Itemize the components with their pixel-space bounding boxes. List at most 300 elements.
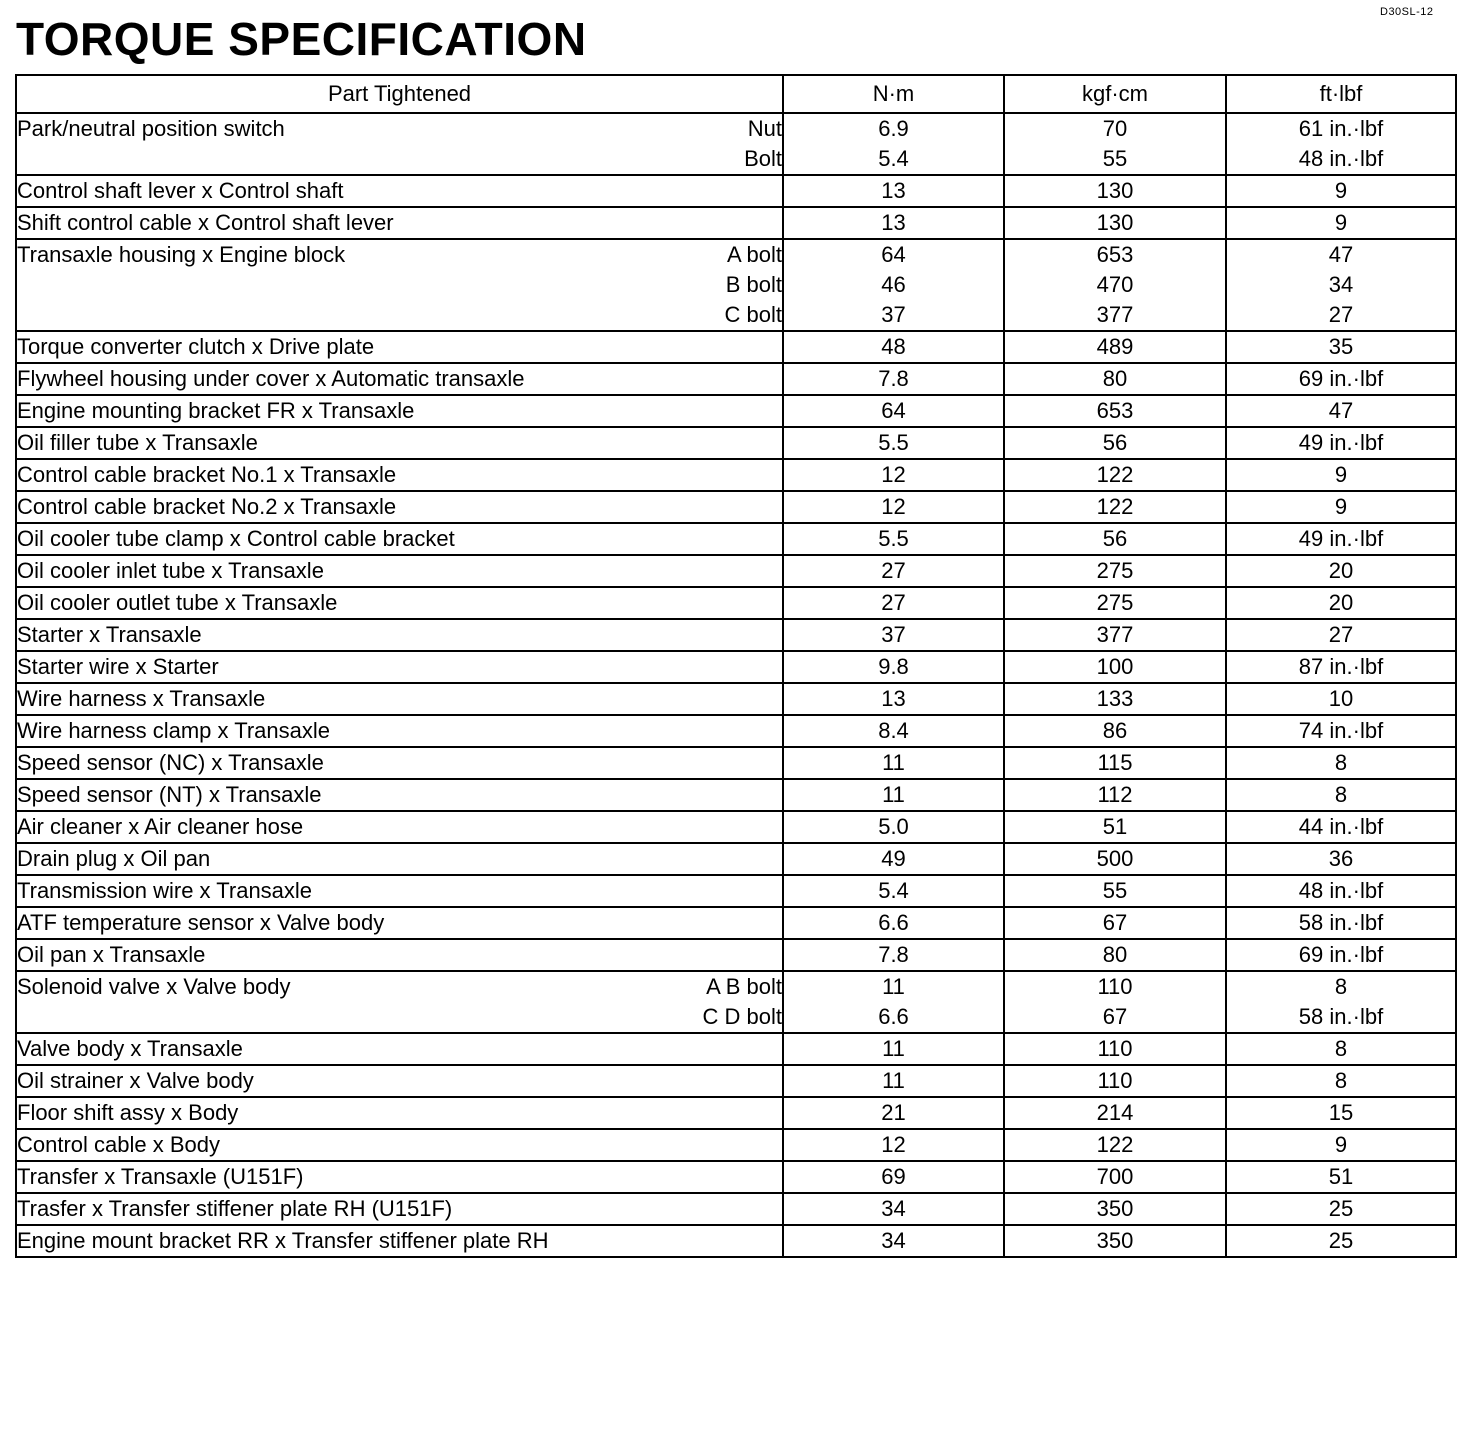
part-name: Starter x Transaxle (17, 622, 202, 647)
nm-value: 49 (881, 846, 906, 871)
nm-cell (783, 811, 1004, 843)
ftlbf-value: 20 (1328, 558, 1354, 583)
ftlbf-value: 69 in.·lbf (1298, 366, 1384, 391)
page-title: TORQUE SPECIFICATION (16, 13, 587, 65)
part-cell (16, 939, 783, 971)
kgfcm-value: 377 (1096, 302, 1134, 327)
nm-cell (783, 523, 1004, 555)
ftlbf-cell (1226, 491, 1456, 523)
kgfcm-cell (1004, 683, 1226, 715)
ftlbf-value: 9 (1334, 210, 1348, 235)
kgfcm-cell (1004, 619, 1226, 651)
part-name: Valve body x Transaxle (17, 1036, 243, 1061)
ftlbf-value: 49 in.·lbf (1298, 430, 1384, 455)
nm-cell (783, 427, 1004, 459)
ftlbf-value: 8 (1334, 974, 1348, 999)
kgfcm-value: 470 (1096, 272, 1134, 297)
ftlbf-value: 8 (1334, 1068, 1348, 1093)
table-row (16, 715, 1456, 747)
nm-value: 13 (881, 178, 906, 203)
ftlbf-cell (1226, 651, 1456, 683)
kgfcm-value: 489 (1096, 334, 1134, 359)
ftlbf-value: 74 in.·lbf (1298, 718, 1384, 743)
kgfcm-value: 80 (1102, 366, 1128, 391)
ftlbf-cell (1226, 683, 1456, 715)
ftlbf-value: 36 (1328, 846, 1354, 871)
fastener-list (703, 972, 782, 1032)
table-row (16, 587, 1456, 619)
nm-value: 12 (881, 494, 906, 519)
ftlbf-value: 15 (1328, 1100, 1354, 1125)
nm-value: 11 (882, 750, 905, 775)
table-row (16, 1225, 1456, 1257)
nm-value: 46 (881, 272, 906, 297)
nm-cell (783, 587, 1004, 619)
kgfcm-cell (1004, 939, 1226, 971)
kgfcm-cell (1004, 363, 1226, 395)
nm-cell (783, 175, 1004, 207)
nm-cell (783, 459, 1004, 491)
part-name: ATF temperature sensor x Valve body (17, 910, 385, 935)
kgfcm-value: 55 (1102, 146, 1128, 171)
nm-value: 13 (881, 210, 906, 235)
ftlbf-cell (1226, 907, 1456, 939)
part-name: Control shaft lever x Control shaft (17, 178, 344, 203)
ftlbf-cell (1226, 113, 1456, 175)
part-name: Oil cooler inlet tube x Transaxle (17, 558, 324, 583)
kgfcm-value: 275 (1096, 590, 1134, 615)
kgfcm-cell (1004, 971, 1226, 1033)
ftlbf-cell (1226, 619, 1456, 651)
table-row (16, 427, 1456, 459)
nm-cell (783, 395, 1004, 427)
nm-cell (783, 651, 1004, 683)
table-row (16, 971, 1456, 1033)
part-cell (16, 907, 783, 939)
table-row (16, 747, 1456, 779)
nm-value: 5.5 (878, 430, 909, 455)
kgfcm-cell (1004, 1097, 1226, 1129)
table-row (16, 1033, 1456, 1065)
part-cell (16, 207, 783, 239)
ftlbf-cell (1226, 331, 1456, 363)
table-body (16, 113, 1456, 1257)
part-name: Park/neutral position switch (17, 116, 285, 141)
ftlbf-value: 20 (1328, 590, 1354, 615)
ftlbf-value: 69 in.·lbf (1298, 942, 1384, 967)
kgfcm-value: 115 (1097, 750, 1133, 775)
part-name: Flywheel housing under cover x Automatic transaxle (17, 366, 525, 391)
nm-cell (783, 1065, 1004, 1097)
kgfcm-value: 130 (1096, 210, 1134, 235)
part-cell (16, 1033, 783, 1065)
ftlbf-cell (1226, 843, 1456, 875)
ftlbf-cell (1226, 1065, 1456, 1097)
kgfcm-value: 653 (1096, 398, 1134, 423)
part-name: Floor shift assy x Body (17, 1100, 239, 1125)
kgfcm-value: 700 (1096, 1164, 1134, 1189)
kgfcm-value: 56 (1102, 526, 1128, 551)
kgfcm-value: 110 (1097, 974, 1133, 999)
ftlbf-value: 27 (1328, 622, 1354, 647)
kgfcm-value: 86 (1102, 718, 1128, 743)
ftlbf-cell (1226, 971, 1456, 1033)
nm-value: 48 (881, 334, 906, 359)
nm-value: 12 (881, 1132, 906, 1157)
kgfcm-cell (1004, 491, 1226, 523)
nm-value: 27 (881, 558, 906, 583)
table-row (16, 555, 1456, 587)
table-row (16, 1065, 1456, 1097)
kgfcm-cell (1004, 1129, 1226, 1161)
kgfcm-cell (1004, 907, 1226, 939)
ftlbf-cell (1226, 939, 1456, 971)
nm-cell (783, 207, 1004, 239)
ftlbf-value: 58 in.·lbf (1298, 1004, 1384, 1029)
fastener-label: C D bolt (702, 1004, 782, 1029)
part-name: Oil cooler outlet tube x Transaxle (17, 590, 338, 615)
nm-value: 8.4 (878, 718, 909, 743)
ftlbf-value: 58 in.·lbf (1298, 910, 1384, 935)
table-row (16, 1129, 1456, 1161)
ftlbf-value: 61 in.·lbf (1298, 116, 1384, 141)
part-cell (16, 651, 783, 683)
nm-value: 37 (881, 622, 906, 647)
nm-cell (783, 331, 1004, 363)
kgfcm-value: 500 (1096, 846, 1134, 871)
ftlbf-cell (1226, 1033, 1456, 1065)
ftlbf-value: 87 in.·lbf (1298, 654, 1384, 679)
ftlbf-value: 8 (1334, 782, 1348, 807)
part-name: Starter wire x Starter (17, 654, 219, 679)
table-row (16, 207, 1456, 239)
ftlbf-value: 8 (1334, 1036, 1348, 1061)
nm-cell (783, 875, 1004, 907)
kgfcm-cell (1004, 715, 1226, 747)
nm-cell (783, 715, 1004, 747)
part-name: Oil strainer x Valve body (17, 1068, 254, 1093)
ftlbf-cell (1226, 1225, 1456, 1257)
part-name: Air cleaner x Air cleaner hose (17, 814, 304, 839)
nm-value: 13 (881, 686, 906, 711)
table-row (16, 395, 1456, 427)
part-name: Control cable bracket No.2 x Transaxle (17, 494, 397, 519)
nm-value: 6.9 (878, 116, 909, 141)
table-row (16, 523, 1456, 555)
part-cell (16, 971, 783, 1033)
table-row (16, 491, 1456, 523)
part-name: Control cable bracket No.1 x Transaxle (17, 462, 397, 487)
part-cell (16, 1129, 783, 1161)
part-cell (16, 843, 783, 875)
ftlbf-value: 10 (1328, 686, 1354, 711)
ftlbf-value: 48 in.·lbf (1298, 146, 1384, 171)
ftlbf-cell (1226, 1129, 1456, 1161)
ftlbf-value: 27 (1328, 302, 1354, 327)
kgfcm-cell (1004, 875, 1226, 907)
part-name: Shift control cable x Control shaft lever (17, 210, 394, 235)
part-name: Wire harness x Transaxle (17, 686, 266, 711)
kgfcm-value: 110 (1097, 1068, 1133, 1093)
table-header-row (16, 75, 1456, 113)
ftlbf-value: 49 in.·lbf (1298, 526, 1384, 551)
nm-cell (783, 747, 1004, 779)
nm-value: 34 (881, 1196, 906, 1221)
table-row (16, 1097, 1456, 1129)
table-row (16, 875, 1456, 907)
table-row (16, 175, 1456, 207)
part-cell (16, 459, 783, 491)
ftlbf-value: 9 (1334, 1132, 1348, 1157)
ftlbf-value: 48 in.·lbf (1298, 878, 1384, 903)
ftlbf-cell (1226, 459, 1456, 491)
ftlbf-value: 9 (1334, 494, 1348, 519)
nm-value: 5.0 (878, 814, 909, 839)
kgfcm-cell (1004, 1065, 1226, 1097)
kgfcm-cell (1004, 331, 1226, 363)
ftlbf-cell (1226, 715, 1456, 747)
torque-spec-table (15, 74, 1457, 1258)
table-row (16, 843, 1456, 875)
part-name: Solenoid valve x Valve body (17, 974, 291, 999)
nm-value: 64 (881, 398, 906, 423)
ftlbf-cell (1226, 523, 1456, 555)
nm-value: 11 (882, 1068, 905, 1093)
fastener-label: Bolt (744, 146, 782, 171)
table-row (16, 459, 1456, 491)
part-cell (16, 363, 783, 395)
ftlbf-cell (1226, 427, 1456, 459)
kgfcm-cell (1004, 1161, 1226, 1193)
fastener-list (744, 114, 782, 174)
nm-value: 12 (881, 462, 906, 487)
part-cell (16, 619, 783, 651)
ftlbf-value: 51 (1328, 1164, 1354, 1189)
part-cell (16, 491, 783, 523)
kgfcm-cell (1004, 843, 1226, 875)
part-cell (16, 1193, 783, 1225)
nm-cell (783, 1129, 1004, 1161)
part-cell (16, 395, 783, 427)
nm-cell (783, 971, 1004, 1033)
nm-value: 27 (881, 590, 906, 615)
nm-cell (783, 619, 1004, 651)
header-part-tightened: Part Tightened (16, 75, 783, 113)
kgfcm-value: 122 (1096, 1132, 1134, 1157)
table-row (16, 779, 1456, 811)
header-nm: N·m (783, 75, 1004, 113)
kgfcm-cell (1004, 811, 1226, 843)
table-row (16, 1161, 1456, 1193)
part-name: Control cable x Body (17, 1132, 220, 1157)
part-name: Speed sensor (NC) x Transaxle (17, 750, 324, 775)
kgfcm-value: 70 (1102, 116, 1128, 141)
nm-value: 11 (882, 782, 905, 807)
part-cell (16, 875, 783, 907)
kgfcm-cell (1004, 395, 1226, 427)
nm-cell (783, 779, 1004, 811)
kgfcm-value: 275 (1096, 558, 1134, 583)
kgfcm-cell (1004, 459, 1226, 491)
table-row (16, 331, 1456, 363)
kgfcm-value: 653 (1096, 242, 1134, 267)
part-name: Transaxle housing x Engine block (17, 242, 346, 267)
part-name: Oil cooler tube clamp x Control cable bracket (17, 526, 455, 551)
table-row (16, 907, 1456, 939)
nm-value: 34 (881, 1228, 906, 1253)
kgfcm-value: 122 (1096, 494, 1134, 519)
nm-value: 7.8 (878, 942, 909, 967)
ftlbf-value: 8 (1334, 750, 1348, 775)
kgfcm-value: 130 (1096, 178, 1134, 203)
part-cell (16, 331, 783, 363)
nm-value: 21 (881, 1100, 906, 1125)
nm-cell (783, 491, 1004, 523)
part-cell (16, 239, 783, 331)
kgfcm-cell (1004, 587, 1226, 619)
kgfcm-value: 100 (1096, 654, 1134, 679)
ftlbf-value: 9 (1334, 462, 1348, 487)
nm-cell (783, 843, 1004, 875)
ftlbf-value: 47 (1328, 242, 1354, 267)
part-name: Drain plug x Oil pan (17, 846, 211, 871)
part-name: Transmission wire x Transaxle (17, 878, 313, 903)
kgfcm-cell (1004, 113, 1226, 175)
part-cell (16, 587, 783, 619)
nm-value: 69 (881, 1164, 906, 1189)
kgfcm-cell (1004, 1033, 1226, 1065)
kgfcm-cell (1004, 427, 1226, 459)
fastener-label: Nut (747, 116, 782, 141)
part-cell (16, 779, 783, 811)
kgfcm-value: 112 (1097, 782, 1133, 807)
kgfcm-value: 80 (1102, 942, 1128, 967)
ftlbf-cell (1226, 811, 1456, 843)
table-row (16, 619, 1456, 651)
ftlbf-cell (1226, 587, 1456, 619)
fastener-label: A bolt (726, 242, 782, 267)
part-cell (16, 175, 783, 207)
ftlbf-cell (1226, 747, 1456, 779)
nm-cell (783, 1193, 1004, 1225)
table-row (16, 363, 1456, 395)
nm-value: 5.5 (878, 526, 909, 551)
nm-cell (783, 1225, 1004, 1257)
table-row (16, 239, 1456, 331)
nm-value: 5.4 (878, 146, 909, 171)
nm-value: 64 (881, 242, 906, 267)
part-cell (16, 1097, 783, 1129)
kgfcm-cell (1004, 779, 1226, 811)
ftlbf-cell (1226, 239, 1456, 331)
part-name: Engine mount bracket RR x Transfer stiffener plate RH (17, 1228, 549, 1253)
kgfcm-cell (1004, 555, 1226, 587)
nm-cell (783, 1097, 1004, 1129)
nm-cell (783, 1033, 1004, 1065)
table-row (16, 811, 1456, 843)
ftlbf-cell (1226, 1193, 1456, 1225)
kgfcm-value: 350 (1096, 1196, 1134, 1221)
ftlbf-cell (1226, 207, 1456, 239)
table-row (16, 651, 1456, 683)
fastener-label: C bolt (724, 302, 782, 327)
kgfcm-value: 377 (1096, 622, 1134, 647)
kgfcm-cell (1004, 239, 1226, 331)
part-cell (16, 555, 783, 587)
part-cell (16, 113, 783, 175)
table-row (16, 683, 1456, 715)
nm-value: 11 (882, 1036, 905, 1061)
part-cell (16, 715, 783, 747)
kgfcm-value: 214 (1096, 1100, 1134, 1125)
kgfcm-value: 350 (1096, 1228, 1134, 1253)
ftlbf-cell (1226, 875, 1456, 907)
kgfcm-cell (1004, 175, 1226, 207)
kgfcm-value: 67 (1102, 1004, 1128, 1029)
nm-cell (783, 683, 1004, 715)
ftlbf-cell (1226, 395, 1456, 427)
kgfcm-cell (1004, 747, 1226, 779)
ftlbf-value: 35 (1328, 334, 1354, 359)
table-row (16, 939, 1456, 971)
part-name: Oil pan x Transaxle (17, 942, 206, 967)
kgfcm-cell (1004, 523, 1226, 555)
nm-value: 7.8 (878, 366, 909, 391)
document-code: D30SL-12 (1380, 6, 1434, 18)
kgfcm-cell (1004, 207, 1226, 239)
part-name: Transfer x Transaxle (U151F) (17, 1164, 304, 1189)
table-row (16, 113, 1456, 175)
kgfcm-value: 56 (1102, 430, 1128, 455)
part-cell (16, 523, 783, 555)
nm-value: 6.6 (878, 1004, 909, 1029)
ftlbf-cell (1226, 779, 1456, 811)
ftlbf-value: 25 (1328, 1228, 1354, 1253)
part-name: Speed sensor (NT) x Transaxle (17, 782, 322, 807)
header-kgfcm: kgf·cm (1004, 75, 1226, 113)
kgfcm-value: 133 (1096, 686, 1134, 711)
part-name: Trasfer x Transfer stiffener plate RH (U151F) (17, 1196, 453, 1221)
ftlbf-cell (1226, 363, 1456, 395)
part-name: Oil filler tube x Transaxle (17, 430, 258, 455)
kgfcm-value: 67 (1102, 910, 1128, 935)
fastener-list (725, 240, 782, 330)
nm-cell (783, 939, 1004, 971)
ftlbf-cell (1226, 1161, 1456, 1193)
part-cell (16, 747, 783, 779)
ftlbf-value: 9 (1334, 178, 1348, 203)
ftlbf-value: 34 (1328, 272, 1354, 297)
kgfcm-value: 110 (1097, 1036, 1133, 1061)
nm-cell (783, 555, 1004, 587)
ftlbf-value: 47 (1328, 398, 1354, 423)
nm-value: 9.8 (878, 654, 909, 679)
ftlbf-cell (1226, 175, 1456, 207)
ftlbf-value: 44 in.·lbf (1298, 814, 1384, 839)
ftlbf-value: 25 (1328, 1196, 1354, 1221)
ftlbf-cell (1226, 1097, 1456, 1129)
fastener-label: B bolt (725, 272, 782, 297)
kgfcm-value: 122 (1096, 462, 1134, 487)
part-name: Wire harness clamp x Transaxle (17, 718, 330, 743)
part-cell (16, 1161, 783, 1193)
nm-value: 6.6 (878, 910, 909, 935)
header-ftlbf: ft·lbf (1226, 75, 1456, 113)
ftlbf-cell (1226, 555, 1456, 587)
part-cell (16, 1225, 783, 1257)
nm-cell (783, 113, 1004, 175)
part-cell (16, 683, 783, 715)
